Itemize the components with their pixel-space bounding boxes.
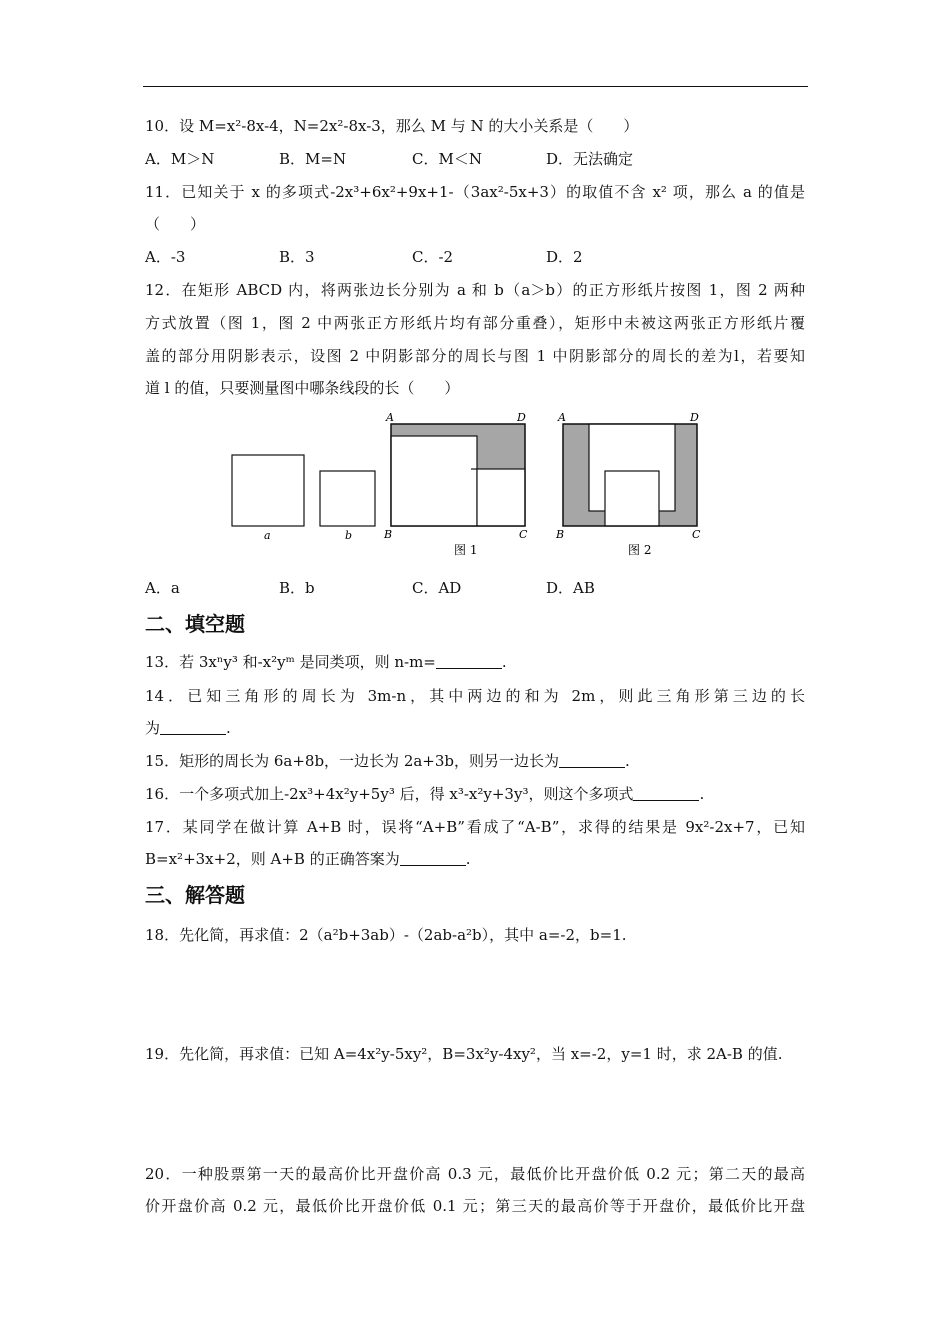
q11-stem-line1: 11．已知关于 x 的多项式-2x³+6x²+9x+1-（3ax²-5x+3）的取值不含 x² 项，那么 a 的值是 (145, 183, 805, 201)
q16-text: 16．一个多项式加上-2x³+4x²y+5y³ 后，得 x³-x²y+3y³，则这个多项式 (145, 785, 634, 803)
fig1-caption: 图 1 (454, 543, 478, 557)
q12-option-c: C．AD (412, 579, 462, 597)
q14-answer-blank[interactable] (160, 720, 226, 735)
q13-text: 13．若 3xⁿy³ 和-x²yᵐ 是同类项，则 n-m= (145, 653, 436, 671)
fig1-corner-b: B (384, 528, 393, 541)
fig2-corner-a: A (558, 411, 566, 424)
q11-option-b: B．3 (279, 248, 315, 266)
q13: 13．若 3xⁿy³ 和-x²yᵐ 是同类项，则 n-m= . (145, 653, 507, 671)
square-b-label: b (345, 529, 353, 542)
q12-figure (222, 404, 712, 560)
section-fill-in-title: 二、填空题 (145, 612, 245, 636)
q10-stem: 10．设 M=x²-8x-4，N=2x²-8x-3，那么 M 与 N 的大小关系是（ ） (145, 117, 639, 135)
fig2-corner-b: B (556, 528, 565, 541)
fig1-square-a (391, 436, 477, 526)
fig1-corner-d: D (517, 411, 526, 424)
q12-line1: 12．在矩形 ABCD 内，将两张边长分别为 a 和 b（a＞b）的正方形纸片按图 1，图 2 两种 (145, 281, 805, 299)
q12-option-b: B．b (279, 579, 315, 597)
q10-option-c: C．M＜N (412, 150, 482, 168)
q15-text: 15．矩形的周长为 6a+8b，一边长为 2a+3b，则另一边长为 (145, 752, 560, 770)
q14-line2: 为 . (145, 719, 231, 737)
q13-answer-blank[interactable] (436, 654, 502, 669)
fig1-corner-c: C (519, 528, 528, 541)
q20-line2: 价开盘价高 0.2 元，最低价比开盘价低 0.1 元；第三天的最高价等于开盘价，最低价比开盘 (145, 1197, 805, 1215)
q11-option-a: A．-3 (145, 248, 186, 266)
q10-option-d: D．无法确定 (546, 150, 634, 168)
q20-line1: 20．一种股票第一天的最高价比开盘价高 0.3 元，最低价比开盘价低 0.2 元；第二天的最高 (145, 1165, 805, 1183)
q10-option-a: A．M＞N (145, 150, 215, 168)
q14-line1: 14．已知三角形的周长为 3m-n，其中两边的和为 2m，则此三角形第三边的长 (145, 687, 805, 705)
fig2-caption: 图 2 (628, 543, 652, 557)
square-a-label: a (264, 529, 271, 542)
q18: 18．先化简，再求值：2（a²b+3ab）-（2ab-a²b），其中 a=-2，b=1. (145, 926, 627, 944)
q16: 16．一个多项式加上-2x³+4x²y+5y³ 后，得 x³-x²y+3y³，则这个多项式 . (145, 785, 705, 803)
q11-option-d: D．2 (546, 248, 583, 266)
fig1-corner-a: A (386, 411, 394, 424)
square-b (320, 471, 375, 526)
q12-option-d: D．AB (546, 579, 595, 597)
fig2-corner-d: D (690, 411, 699, 424)
q15: 15．矩形的周长为 6a+8b，一边长为 2a+3b，则另一边长为 . (145, 752, 630, 770)
q12-line3: 盖的部分用阴影表示，设图 2 中阴影部分的周长与图 1 中阴影部分的周长的差为l，若要知 (145, 347, 805, 365)
square-a (232, 455, 304, 526)
fig2-square-b (605, 471, 659, 526)
fig1-square-b (477, 469, 525, 526)
fig2-corner-c: C (692, 528, 701, 541)
q17-answer-blank[interactable] (400, 851, 466, 866)
q12-line2: 方式放置（图 1，图 2 中两张正方形纸片均有部分重叠），矩形中未被这两张正方形纸片覆 (145, 314, 805, 332)
q17-line2: B=x²+3x+2，则 A+B 的正确答案为 . (145, 850, 471, 868)
q19: 19．先化简，再求值：已知 A=4x²y-5xy²，B=3x²y-4xy²，当 x=-2，y=1 时，求 2A-B 的值. (145, 1045, 783, 1063)
q11-option-c: C．-2 (412, 248, 454, 266)
section-solve-title: 三、解答题 (145, 883, 245, 907)
q11-stem-line2: （ ） (145, 215, 206, 233)
q12-option-a: A．a (145, 579, 180, 597)
q10-option-b: B．M=N (279, 150, 347, 168)
q12-line4: 道 l 的值，只要测量图中哪条线段的长（ ） (145, 379, 460, 397)
header-rule (143, 86, 808, 87)
q16-answer-blank[interactable] (633, 786, 699, 801)
q17-line1: 17．某同学在做计算 A+B 时，误将“A+B”看成了“A-B”，求得的结果是 9x²-2x+7，已知 (145, 818, 805, 836)
q15-answer-blank[interactable] (559, 753, 625, 768)
